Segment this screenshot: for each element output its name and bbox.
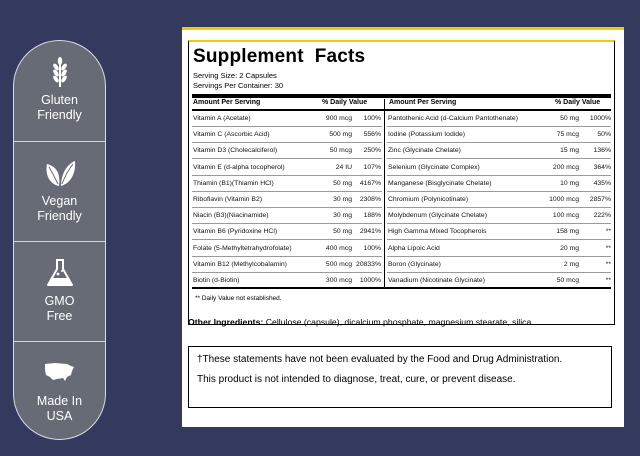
nutrient-amount: 24 IU <box>335 163 352 171</box>
nutrient-daily-value: 435% <box>593 179 611 187</box>
nutrient-amount: 900 mcg <box>325 115 352 122</box>
disclaimer-line2: This product is not intended to diagnose, treat, cure, or prevent disease. <box>197 374 516 385</box>
supplement-facts-table <box>188 40 615 325</box>
nutrient-amount: 15 mg <box>560 147 579 155</box>
nutrient-row <box>192 207 382 224</box>
other-ingredients <box>188 317 534 327</box>
nutrient-amount: 500 mcg <box>325 260 352 268</box>
badge-label-line2: Friendly <box>37 108 82 122</box>
nutrient-amount: 300 mcg <box>325 277 352 284</box>
nutrient-daily-value: 20833% <box>356 260 381 268</box>
badge-label-line2: USA <box>46 408 73 423</box>
nutrient-name: Vanadium (Nicotinate Glycinate) <box>388 277 485 284</box>
badge-label-line1: Gluten <box>41 93 78 107</box>
nutrient-amount: 1000 mcg <box>549 196 579 203</box>
nutrient-amount: 500 mg <box>329 131 352 139</box>
nutrient-amount: 50 mg <box>560 115 579 122</box>
nutrient-row <box>192 240 382 257</box>
nutrient-row <box>387 110 611 127</box>
nutrient-daily-value: 2941% <box>359 228 381 236</box>
badge-made-in-usa <box>14 341 105 439</box>
nutrient-name: Chromium (Polynicotinate) <box>388 196 469 203</box>
nutrient-name: Vitamin B6 (Pyridoxine HCl) <box>193 228 278 236</box>
daily-value-footnote: ** Daily Value not established. <box>195 295 282 302</box>
nutrient-amount: 30 mg <box>333 212 352 220</box>
nutrient-name: Iodine (Potassium Iodide) <box>388 131 466 139</box>
nutrient-name: Pantothenic Acid (d-Calcium Pantothenate) <box>388 115 518 122</box>
nutrient-name: Niacin (B3)(Niacinamide) <box>193 212 269 220</box>
nutrient-row <box>387 223 611 240</box>
nutrient-row <box>387 175 611 192</box>
nutrient-name: Boron (Glycinate) <box>388 260 441 268</box>
nutrient-amount: 30 mg <box>333 196 352 203</box>
nutrient-row <box>387 207 611 224</box>
nutrient-name: Molybdenum (Glycinate Chelate) <box>388 212 487 220</box>
usa-map-icon <box>43 358 77 388</box>
nutrient-amount: 158 mg <box>556 228 579 236</box>
nutrient-amount: 400 mcg <box>325 244 352 252</box>
nutrient-daily-value: ** <box>605 277 611 284</box>
bottom-divider <box>192 287 611 289</box>
serving-size: Serving Size: 2 Capsules <box>193 71 277 80</box>
nutrient-name: Folate (5-Methyltetrahydrofolate) <box>193 244 292 252</box>
nutrient-daily-value: ** <box>605 228 611 236</box>
column-divider <box>384 99 385 287</box>
nutrient-row <box>387 159 611 176</box>
nutrient-row <box>192 110 382 127</box>
nutrient-amount: 50 mg <box>333 179 352 187</box>
fda-disclaimer <box>188 346 612 408</box>
nutrient-name: Zinc (Glycinate Chelate) <box>388 147 461 155</box>
badge-label-line1: Made In <box>36 393 83 408</box>
nutrient-daily-value: ** <box>605 244 611 252</box>
nutrient-daily-value: 2308% <box>359 196 381 203</box>
nutrient-daily-value: 4167% <box>359 179 381 187</box>
nutrient-amount: 200 mcg <box>552 163 579 171</box>
nutrient-daily-value: 222% <box>593 212 611 220</box>
badge-gmo-free <box>14 241 105 339</box>
nutrient-name: Thiamin (B1)(Thiamin HCl) <box>193 179 274 187</box>
feature-badges <box>13 40 106 440</box>
other-ingredients-label: Other Ingredients: <box>188 317 264 327</box>
facts-title: Supplement Facts <box>193 46 366 67</box>
leaf-icon <box>43 158 77 188</box>
nutrient-amount: 10 mg <box>560 179 579 187</box>
nutrient-daily-value: 100% <box>363 115 381 122</box>
badge-gluten-friendly <box>14 41 105 139</box>
nutrient-daily-value: ** <box>605 260 611 268</box>
wheat-icon <box>43 57 77 87</box>
nutrient-daily-value: 364% <box>593 163 611 171</box>
nutrient-daily-value: 2857% <box>589 196 611 203</box>
nutrient-row <box>387 191 611 208</box>
badge-vegan-friendly <box>14 141 105 239</box>
nutrient-name: Selenium (Glycinate Complex) <box>388 163 480 171</box>
nutrient-name: High Gamma Mixed Tocopherols <box>388 228 487 236</box>
nutrient-name: Alpha Lipoic Acid <box>388 244 440 252</box>
servings-per-container: Servings Per Container: 30 <box>193 81 284 90</box>
nutrient-name: Vitamin C (Ascorbic Acid) <box>193 131 270 139</box>
nutrient-name: Biotin (d-Biotin) <box>193 277 240 284</box>
left-header-amount: Amount Per Serving <box>193 99 261 106</box>
nutrient-amount: 2 mg <box>563 260 579 268</box>
nutrient-daily-value: 250% <box>363 147 381 155</box>
product-label <box>182 27 624 427</box>
nutrient-amount: 20 mg <box>560 244 579 252</box>
badge-label-line2: Friendly <box>37 208 82 223</box>
right-header-amount: Amount Per Serving <box>389 99 457 106</box>
nutrient-row <box>192 126 382 143</box>
nutrient-row <box>387 142 611 159</box>
thick-divider <box>192 94 611 98</box>
nutrient-row <box>387 126 611 143</box>
nutrient-daily-value: 1000% <box>589 115 611 122</box>
nutrient-name: Vitamin A (Acetate) <box>193 115 251 122</box>
badge-label-line1: GMO <box>44 293 75 308</box>
nutrient-row <box>192 175 382 192</box>
nutrient-name: Vitamin D3 (Cholecalciferol) <box>193 147 278 155</box>
nutrient-amount: 50 mcg <box>329 147 352 155</box>
nutrient-row <box>192 256 382 273</box>
flask-icon <box>43 258 77 288</box>
nutrient-name: Riboflavin (Vitamin B2) <box>193 196 263 203</box>
nutrient-daily-value: 1000% <box>359 277 381 284</box>
nutrient-daily-value: 136% <box>593 147 611 155</box>
nutrient-daily-value: 556% <box>363 131 381 139</box>
nutrient-name: Vitamin B12 (Methylcobalamin) <box>193 260 287 268</box>
nutrient-row <box>192 142 382 159</box>
nutrient-row <box>387 240 611 257</box>
nutrient-amount: 100 mcg <box>552 212 579 220</box>
nutrient-name: Manganese (Bisglycinate Chelate) <box>388 179 492 187</box>
nutrient-row <box>192 223 382 240</box>
left-header-dv: % Daily Value <box>322 99 368 106</box>
nutrient-name: Vitamin E (d-alpha tocopherol) <box>193 163 285 171</box>
badge-label-line1: Vegan <box>41 193 78 208</box>
nutrient-amount: 50 mg <box>333 228 352 236</box>
nutrient-row <box>387 256 611 273</box>
nutrient-daily-value: 50% <box>597 131 611 139</box>
nutrient-row <box>192 159 382 176</box>
disclaimer-line1: †These statements have not been evaluated by the Food and Drug Administration. <box>197 354 563 365</box>
nutrient-row <box>192 191 382 208</box>
nutrient-amount: 50 mcg <box>556 277 579 284</box>
nutrient-daily-value: 188% <box>363 212 381 220</box>
nutrient-daily-value: 107% <box>363 163 381 171</box>
right-header-dv: % Daily Value <box>555 99 601 106</box>
badge-label-line2: Free <box>46 308 73 323</box>
nutrient-amount: 75 mcg <box>556 131 579 139</box>
nutrient-daily-value: 100% <box>363 244 381 252</box>
other-ingredients-text: Cellulose (capsule), dicalcium phosphate, magnesium stearate, silica. <box>263 317 534 327</box>
